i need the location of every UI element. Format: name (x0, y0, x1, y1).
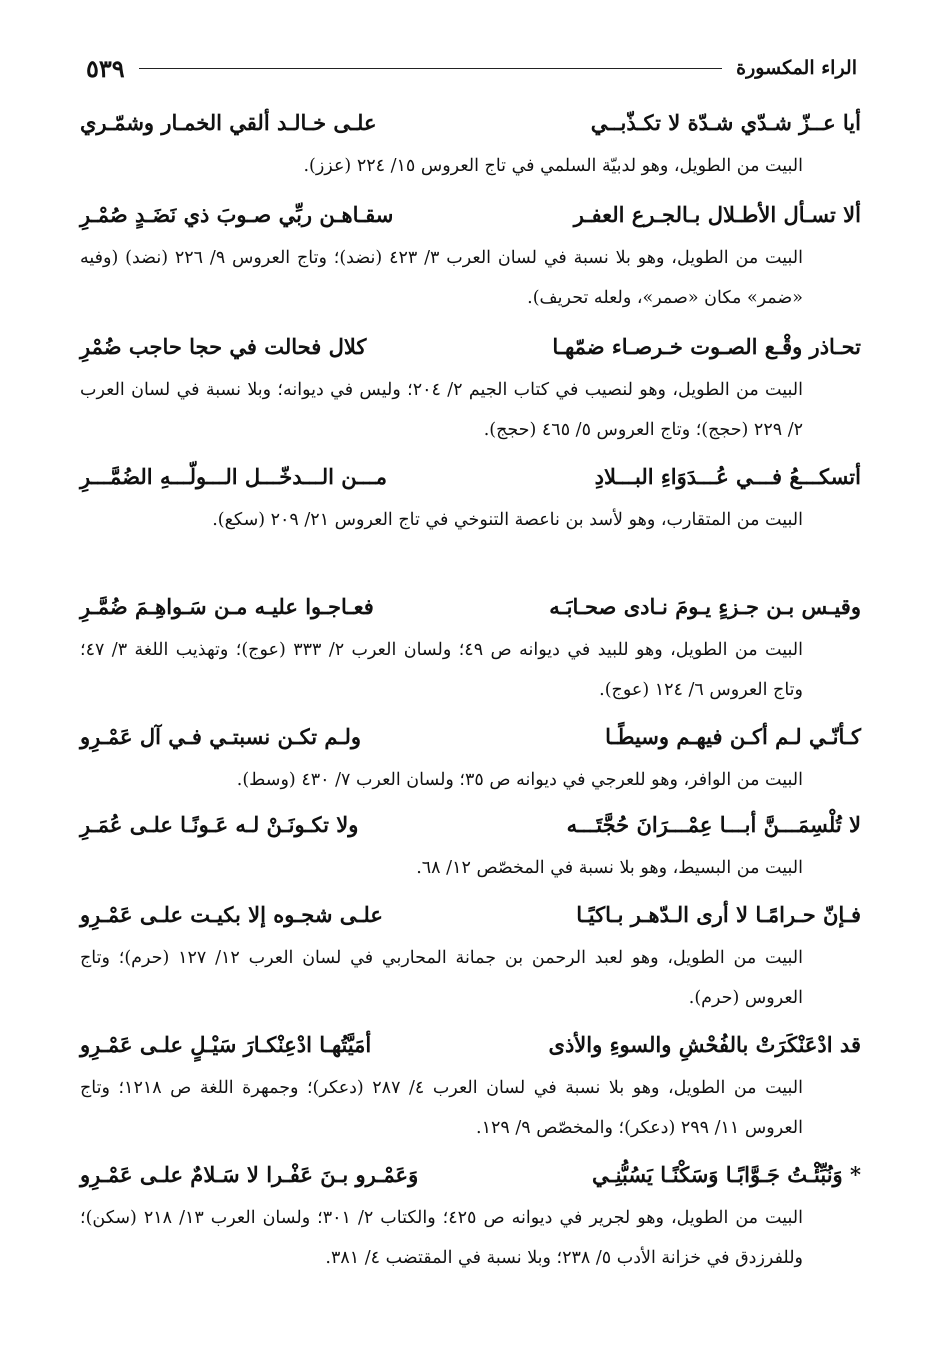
verse-line (80, 452, 861, 500)
second-hemistich: علـى خـالـد ألقي الخمـار وشمّـري (80, 109, 377, 135)
verse-line (80, 322, 861, 370)
second-hemistich: أمَيَّتُهـا ادْعِنْكـارَ سَيْـلٍ علـى عَمْـرِو (80, 1031, 372, 1057)
first-hemistich: ألا تسـأل الأطـلال بـالجـرع العفـر (573, 201, 861, 227)
first-hemistich: تحـاذر وقْـع الصـوت خـرصـاء ضمّهـا (552, 333, 861, 359)
verse-entry (80, 582, 861, 712)
verse-line (80, 1150, 861, 1198)
verse-line (80, 190, 861, 238)
verse-line (80, 1020, 861, 1068)
verse-entry (80, 1150, 861, 1280)
verse-entry (80, 890, 861, 1020)
verse-note: البيت من الطويل، وهو لجرير في ديوانه ص ٤٢٥؛ والكتاب ٢/ ٣٠١؛ ولسان العرب ١٣/ ٢١٨ (سكن)؛ وللفرزدق في خزانة الأدب ٥/ ٢٣٨؛ وبلا نسبة في المقتضب ٤/ ٣٨١. (80, 1208, 803, 1268)
verse-note: البيت من الطويل، وهو بلا نسبة في لسان العرب ٣/ ٤٢٣ (نضد)؛ وتاج العروس ٩/ ٢٢٦ (نضد) (وفيه «ضمر» مكان «صمر»، ولعله تحريف). (80, 248, 803, 308)
verse-note: البيت من الطويل، وهو لعبد الرحمن بن جمانة المحاربي في لسان العرب ١٢/ ١٢٧ (حرم)؛ وتاج العروس (حرم). (80, 948, 803, 1008)
verse-note: البيت من الوافر، وهو للعرجي في ديوانه ص ٣٥؛ ولسان العرب ٧/ ٤٣٠ (وسط). (236, 770, 803, 790)
first-hemistich: لا تُلْسِمَـــنَّ أبـــا عِمْـــرَانَ حُجَّتَـــه (566, 811, 861, 837)
second-hemistich: وَعَمْـرو بـنَ عَفْـرا لا سَـلامٌ علـى عَمْـرِو (80, 1161, 419, 1187)
second-hemistich: فعـاجـوا عليـه مـن سَـواهِـمَ ضُمَّـرِ (80, 593, 374, 619)
page-number: ٥٣٩ (86, 53, 125, 83)
first-hemistich: فـإنّ حـرامًـا لا أرى الـدّهـر بـاكيًـا (576, 901, 861, 927)
first-hemistich: كـأنّـي لـم أكـن فيهـم وسيطًـا (605, 723, 861, 749)
verse-note: البيت من الطويل، وهو للبيد في ديوانه ص ٤٩؛ ولسان العرب ٢/ ٣٣٣ (عوج)؛ وتهذيب اللغة ٣/ ٤٧؛ وتاج العروس ٦/ ١٢٤ (عوج). (80, 640, 803, 700)
verse-note: البيت من البسيط، وهو بلا نسبة في المخصّص ١٢/ ٦٨. (416, 858, 803, 878)
first-hemistich: قد ادْعَنْكَرَتْ بالفُحْشِ والسوءِ والأذى (548, 1031, 861, 1057)
verse-entry (80, 800, 861, 890)
verse-note: البيت من الطويل، وهو لدبيّة السلمي في تاج العروس ١٥/ ٢٢٤ (عزز). (303, 156, 803, 176)
verse-line (80, 890, 861, 938)
second-hemistich: ولا تكـونَـنْ لـه عَـونًـا علـى عُمَـرِ (80, 811, 359, 837)
verse-line (80, 712, 861, 760)
verse-entry (80, 712, 861, 800)
running-title: الراء المكسورة (736, 57, 857, 79)
second-hemistich: علـى شجـوه إلا بكيـت علـى عَمْـرِو (80, 901, 383, 927)
second-hemistich: مـــن الـــدخّـــل الـــولّـــهِ الضُمَّـــرِ (80, 463, 387, 489)
first-hemistich: أتسكـــعُ فـــي عُـــدَوَاءِ البـــلادِ (594, 463, 861, 489)
second-hemistich: كلال فحالت في حجا حاجب ضُمْرِ (80, 333, 367, 359)
first-hemistich: وقيـس بـن جـزءٍ يـومَ نـادى صحـابَـه (549, 593, 861, 619)
first-hemistich: * وَنُبِّئْـتُ جَـوَّابًـا وَسَكْنًـا يَسُبُّنِـي (591, 1161, 861, 1187)
header-rule (139, 68, 723, 69)
first-hemistich: أيا عــزّ شـدّي شـدّة لا تكـذّبــي (590, 109, 861, 135)
verse-note: البيت من المتقارب، وهو لأسد بن ناعصة التنوخي في تاج العروس ٢١/ ٢٠٩ (سكع). (212, 510, 803, 530)
verse-line (80, 582, 861, 630)
second-hemistich: سقـاهـن ربِّي صـوبَ ذي نَضَـدٍ صُمْـرِ (80, 201, 394, 227)
verse-line (80, 98, 861, 146)
verse-entry (80, 98, 861, 190)
page-body (80, 98, 861, 1280)
second-hemistich: ولـم تكـن نسبتـي فـي آل عَمْـرِو (80, 723, 362, 749)
running-header (86, 48, 857, 88)
verse-entry (80, 1020, 861, 1150)
verse-note: البيت من الطويل، وهو لنصيب في كتاب الجيم ٢/ ٢٠٤؛ وليس في ديوانه؛ وبلا نسبة في لسان العرب ٢/ ٢٢٩ (حجج)؛ وتاج العروس ٥/ ٤٦٥ (حجج). (80, 380, 803, 440)
verse-entry (80, 322, 861, 452)
verse-line (80, 800, 861, 848)
verse-note: البيت من الطويل، وهو بلا نسبة في لسان العرب ٤/ ٢٨٧ (دعكر)؛ وجمهرة اللغة ص ١٢١٨؛ وتاج العروس ١١/ ٢٩٩ (دعكر)؛ والمخصّص ٩/ ١٢٩. (80, 1078, 804, 1138)
verse-entry (80, 452, 861, 582)
verse-entry (80, 190, 861, 322)
